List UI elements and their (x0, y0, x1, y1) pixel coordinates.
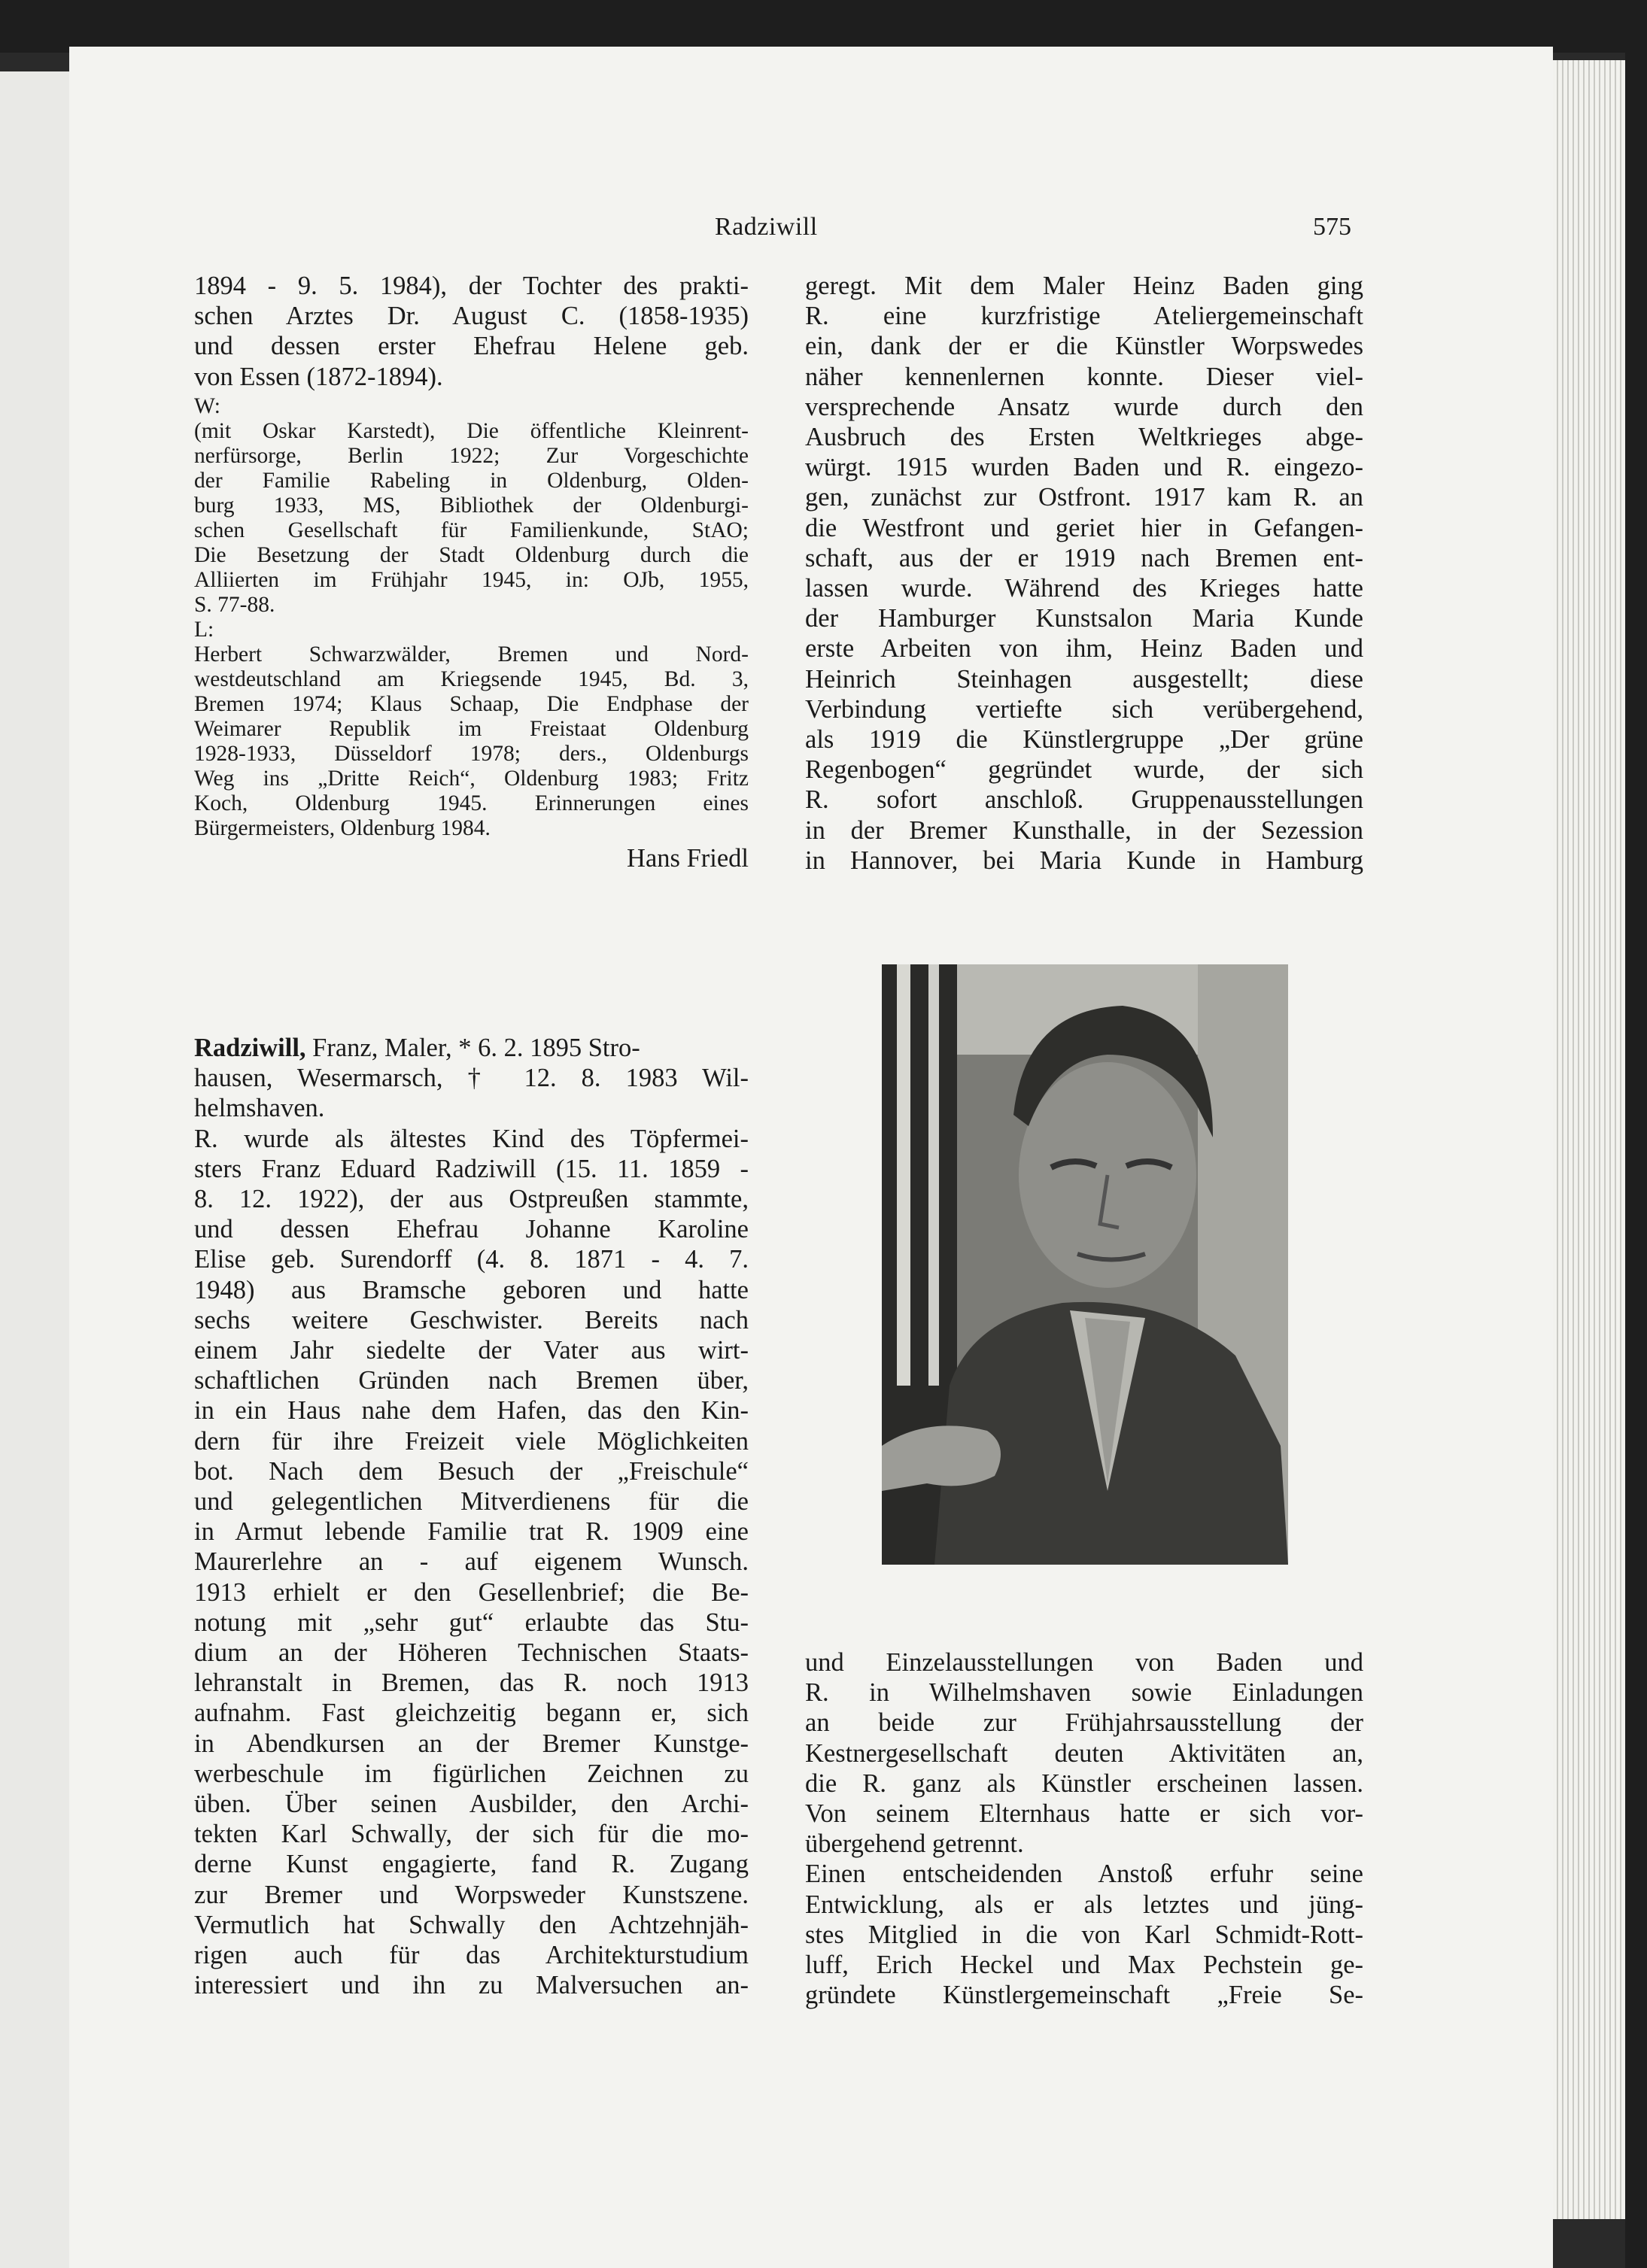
portrait-photo (882, 964, 1288, 1565)
text-line: sechs weitere Geschwister. Bereits nach (194, 1305, 749, 1334)
text-line: derne Kunst engagierte, fand R. Zugang (194, 1850, 749, 1879)
literature-list (194, 642, 749, 841)
text-line: in ein Haus nahe dem Hafen, das den Kin- (194, 1396, 749, 1425)
text-line: hausen, Wesermarsch, † 12. 8. 1983 Wil- (194, 1064, 749, 1093)
entry-heading-rest: Franz, Maler, * 6. 2. 1895 Stro- (305, 1034, 640, 1062)
text-line: Vermutlich hat Schwally den Achtzehnjäh- (194, 1910, 749, 1939)
page-number: 575 (1313, 213, 1351, 241)
entry-heading (194, 1033, 749, 1063)
text-line: bot. Nach dem Besuch der „Freischule“ (194, 1456, 749, 1486)
text-line: schaft, aus der er 1919 nach Bremen ent- (805, 543, 1363, 572)
text-line: dium an der Höheren Technischen Staats- (194, 1638, 749, 1668)
text-line: 1913 erhielt er den Gesellenbrief; die Be- (194, 1577, 749, 1607)
text-line: rigen auch für das Architekturstudium (194, 1941, 749, 1970)
text-line: nerfürsorge, Berlin 1922; Zur Vorgeschichte (194, 443, 749, 468)
text-line: tekten Karl Schwally, der sich für die mo- (194, 1820, 749, 1849)
text-line: in Abendkursen an der Bremer Kunstge- (194, 1729, 749, 1758)
text-line: in der Bremer Kunsthalle, in der Sezession (805, 815, 1363, 845)
text-line: Von seinem Elternhaus hatte er sich vor- (805, 1799, 1363, 1829)
text-line: versprechende Ansatz wurde durch den (805, 392, 1363, 421)
text-line: lehranstalt in Bremen, das R. noch 1913 (194, 1668, 749, 1698)
text-line: Alliierten im Frühjahr 1945, in: OJb, 1955, (194, 567, 749, 592)
text-line: lassen wurde. Während des Krieges hatte (805, 574, 1363, 603)
text-line: Verbindung vertiefte sich verübergehend, (805, 694, 1363, 724)
text-line: Entwicklung, als er als letztes und jüng- (805, 1890, 1363, 1919)
text-line: zur Bremer und Worpsweder Kunstszene. (194, 1880, 749, 1909)
portrait-photo-image (882, 964, 1288, 1565)
text-line: würgt. 1915 wurden Baden und R. eingezo- (805, 453, 1363, 482)
text-line: in Hannover, bei Maria Kunde in Hamburg (805, 846, 1363, 875)
text-line: aufnahm. Fast gleichzeitig begann er, sich (194, 1699, 749, 1728)
text-line: R. in Wilhelmshaven sowie Einladungen (805, 1678, 1363, 1708)
text-line: R. sofort anschloß. Gruppenausstellungen (805, 785, 1363, 815)
text-line: ein, dank der er die Künstler Worpswedes (805, 332, 1363, 361)
text-line: Elise geb. Surendorff (4. 8. 1871 - 4. 7. (194, 1245, 749, 1274)
works-list (194, 419, 749, 618)
text-line: Regenbogen“ gegründet wurde, der sich (805, 755, 1363, 785)
text-line: und dessen erster Ehefrau Helene geb. (194, 332, 749, 361)
text-line: die R. ganz als Künstler erscheinen lassen. (805, 1769, 1363, 1798)
text-line: der Familie Rabeling in Oldenburg, Olden- (194, 468, 749, 493)
text-line: Bürgermeisters, Oldenburg 1984. (194, 815, 491, 840)
right-column-text-top (805, 271, 1363, 876)
text-line: von Essen (1872-1894). (194, 362, 443, 391)
text-line: dern für ihre Freizeit viele Möglichkeiten (194, 1426, 749, 1456)
text-line: interessiert und ihn zu Malversuchen an- (194, 1971, 749, 2000)
text-line: sters Franz Eduard Radziwill (15. 11. 1859 - (194, 1154, 749, 1183)
text-line: erste Arbeiten von ihm, Heinz Baden und (805, 634, 1363, 663)
text-line: Kestnergesellschaft deuten Aktivitäten an, (805, 1738, 1363, 1768)
text-line: näher kennenlernen konnte. Dieser viel- (805, 362, 1363, 391)
text-line: Einen entscheidenden Anstoß erfuhr seine (805, 1860, 1363, 1889)
text-line: burg 1933, MS, Bibliothek der Oldenburgi- (194, 493, 749, 518)
text-line: helmshaven. (194, 1094, 325, 1123)
text-line: stes Mitglied in die von Karl Schmidt-Rott- (805, 1920, 1363, 1949)
text-line: gen, zunächst zur Ostfront. 1917 kam R. an (805, 483, 1363, 512)
text-line: und dessen Ehefrau Johanne Karoline (194, 1215, 749, 1244)
text-line: luff, Erich Heckel und Max Pechstein ge- (805, 1951, 1363, 1980)
text-line: Bremen 1974; Klaus Schaap, Die Endphase der (194, 691, 749, 716)
text-line: Weimarer Republik im Freistaat Oldenburg (194, 716, 749, 741)
works-label: W: (194, 393, 220, 418)
text-line: werbeschule im figürlichen Zeichnen zu (194, 1759, 749, 1788)
left-column-entry (194, 1033, 749, 2001)
entry-name: Radziwill, (194, 1034, 306, 1062)
text-line: Die Besetzung der Stadt Oldenburg durch die (194, 542, 749, 567)
text-line: notung mit „sehr gut“ erlaubte das Stu- (194, 1608, 749, 1637)
text-line: gründete Künstlergemeinschaft „Freie Se- (805, 1981, 1363, 2010)
running-title: Radziwill (715, 213, 818, 241)
text-line: Koch, Oldenburg 1945. Erinnerungen eines (194, 791, 749, 815)
text-line: geregt. Mit dem Maler Heinz Baden ging (805, 272, 1363, 300)
author-signature: Hans Friedl (627, 843, 749, 873)
text-line: 8. 12. 1922), der aus Ostpreußen stammte, (194, 1185, 749, 1214)
scan-background-right (1625, 0, 1647, 2268)
right-column-bottom (805, 1647, 1363, 2010)
text-line: als 1919 die Künstlergruppe „Der grüne (805, 725, 1363, 754)
page-stack-edges (1553, 60, 1625, 2219)
text-line: Heinrich Steinhagen ausgestellt; diese (805, 664, 1363, 694)
right-column-top (805, 271, 1363, 876)
text-line: und gelegentlichen Mitverdienens für die (194, 1487, 749, 1517)
text-line: Weg ins „Dritte Reich“, Oldenburg 1983; Fritz (194, 766, 749, 791)
text-line: 1948) aus Bramsche geboren und hatte (194, 1275, 749, 1304)
text-line: 1928-1933, Düsseldorf 1978; ders., Oldenburgs (194, 741, 749, 766)
text-line: R. eine kurzfristige Ateliergemeinschaft (805, 302, 1363, 331)
previous-entry-ending (194, 271, 749, 392)
literature-label: L: (194, 617, 214, 642)
text-line: westdeutschland am Kriegsende 1945, Bd. 3, (194, 666, 749, 691)
text-line: und Einzelausstellungen von Baden und (805, 1648, 1363, 1677)
text-line: Ausbruch des Ersten Weltkrieges abge- (805, 423, 1363, 452)
entry-body (194, 1063, 749, 2000)
text-line: üben. Über seinen Ausbilder, den Archi- (194, 1790, 749, 1819)
text-line: schen Arztes Dr. August C. (1858-1935) (194, 302, 749, 331)
text-line: 1894 - 9. 5. 1984), der Tochter des prakti- (194, 272, 749, 300)
text-line: schen Gesellschaft für Familienkunde, StAO; (194, 518, 749, 542)
text-line: der Hamburger Kunstsalon Maria Kunde (805, 604, 1363, 633)
text-line: (mit Oskar Karstedt), Die öffentliche Kleinrent- (194, 418, 749, 443)
right-column-text-bottom (805, 1647, 1363, 2010)
text-line: einem Jahr siedelte der Vater aus wirt- (194, 1336, 749, 1365)
facing-page-edge (0, 71, 71, 2268)
left-column-top (194, 271, 749, 873)
text-line: S. 77-88. (194, 592, 275, 617)
text-line: R. wurde als ältestes Kind des Töpfermei- (194, 1124, 749, 1153)
text-line: in Armut lebende Familie trat R. 1909 eine (194, 1517, 749, 1547)
scan-background-top (0, 0, 1647, 53)
text-line: schaftlichen Gründen nach Bremen über, (194, 1366, 749, 1395)
text-line: übergehend getrennt. (805, 1829, 1024, 1859)
text-line: Maurerlehre an - auf eigenem Wunsch. (194, 1547, 749, 1577)
text-line: die Westfront und geriet hier in Gefangen- (805, 513, 1363, 542)
text-line: an beide zur Frühjahrsausstellung der (805, 1708, 1363, 1738)
text-line: Herbert Schwarzwälder, Bremen und Nord- (194, 642, 749, 666)
